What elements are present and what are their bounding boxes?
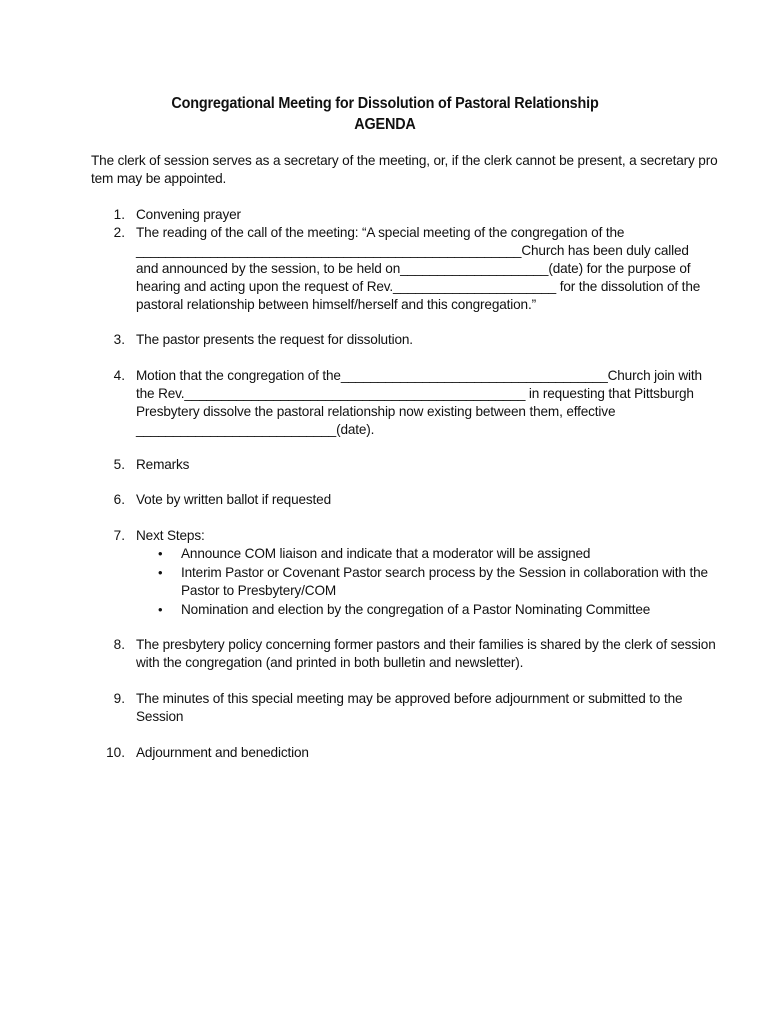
item-line: Convening prayer [136,207,241,222]
item-line: ___________________________(date). [136,422,375,437]
item-number: 1. [113,207,125,222]
item-line: Vote by written ballot if requested [136,492,331,507]
document-title: Congregational Meeting for Dissolution of Pastoral Relationship [171,95,599,112]
item-number: 10. [106,745,125,760]
bullet-line: Interim Pastor or Covenant Pastor search process by the Session in collaboration with the [181,565,708,580]
bullet-icon: • [158,546,163,561]
intro-line: The clerk of session serves as a secretary of the meeting, or, if the clerk cannot be present, a secretary pro [91,153,718,168]
item-line: the Rev.______________________________________________ in requesting that Pittsburgh [136,386,694,401]
item-line: Motion that the congregation of the____________________________________Church join with [136,368,702,383]
item-line: Adjournment and benediction [136,745,309,760]
item-line: Next Steps: [136,528,205,543]
bullet-line: Nomination and election by the congregation of a Pastor Nominating Committee [181,602,651,617]
bullet-icon: • [158,565,163,580]
item-line: pastoral relationship between himself/herself and this congregation.” [136,297,536,312]
item-line: hearing and acting upon the request of Rev.______________________ for the dissolution of the [136,279,701,294]
item-line: and announced by the session, to be held on____________________(date) for the purpose of [136,261,691,276]
item-line: Session [136,709,184,724]
item-line: Presbytery dissolve the pastoral relationship now existing between them, effective [136,404,616,419]
item-line: The minutes of this special meeting may be approved before adjournment or submitted to the [136,691,683,706]
document-subtitle: AGENDA [354,116,416,133]
item-line: The presbytery policy concerning former pastors and their families is shared by the clerk of session [136,637,716,652]
item-line: with the congregation (and printed in both bulletin and newsletter). [136,655,524,670]
item-number: 3. [113,332,125,347]
intro-line: tem may be appointed. [91,171,227,186]
item-number: 8. [113,637,125,652]
item-number: 6. [113,492,125,507]
bullet-icon: • [158,602,163,617]
bullet-line: Announce COM liaison and indicate that a moderator will be assigned [181,546,591,561]
item-line: The reading of the call of the meeting: “A special meeting of the congregation of the [136,225,625,240]
item-line: Remarks [136,457,190,472]
item-number: 7. [113,528,125,543]
item-line: The pastor presents the request for dissolution. [136,332,413,347]
item-number: 5. [113,457,125,472]
item-number: 9. [113,691,125,706]
item-number: 2. [113,225,125,240]
item-number: 4. [113,368,125,383]
bullet-line: Pastor to Presbytery/COM [181,583,337,598]
item-line: ____________________________________________________Church has been duly called [136,243,689,258]
